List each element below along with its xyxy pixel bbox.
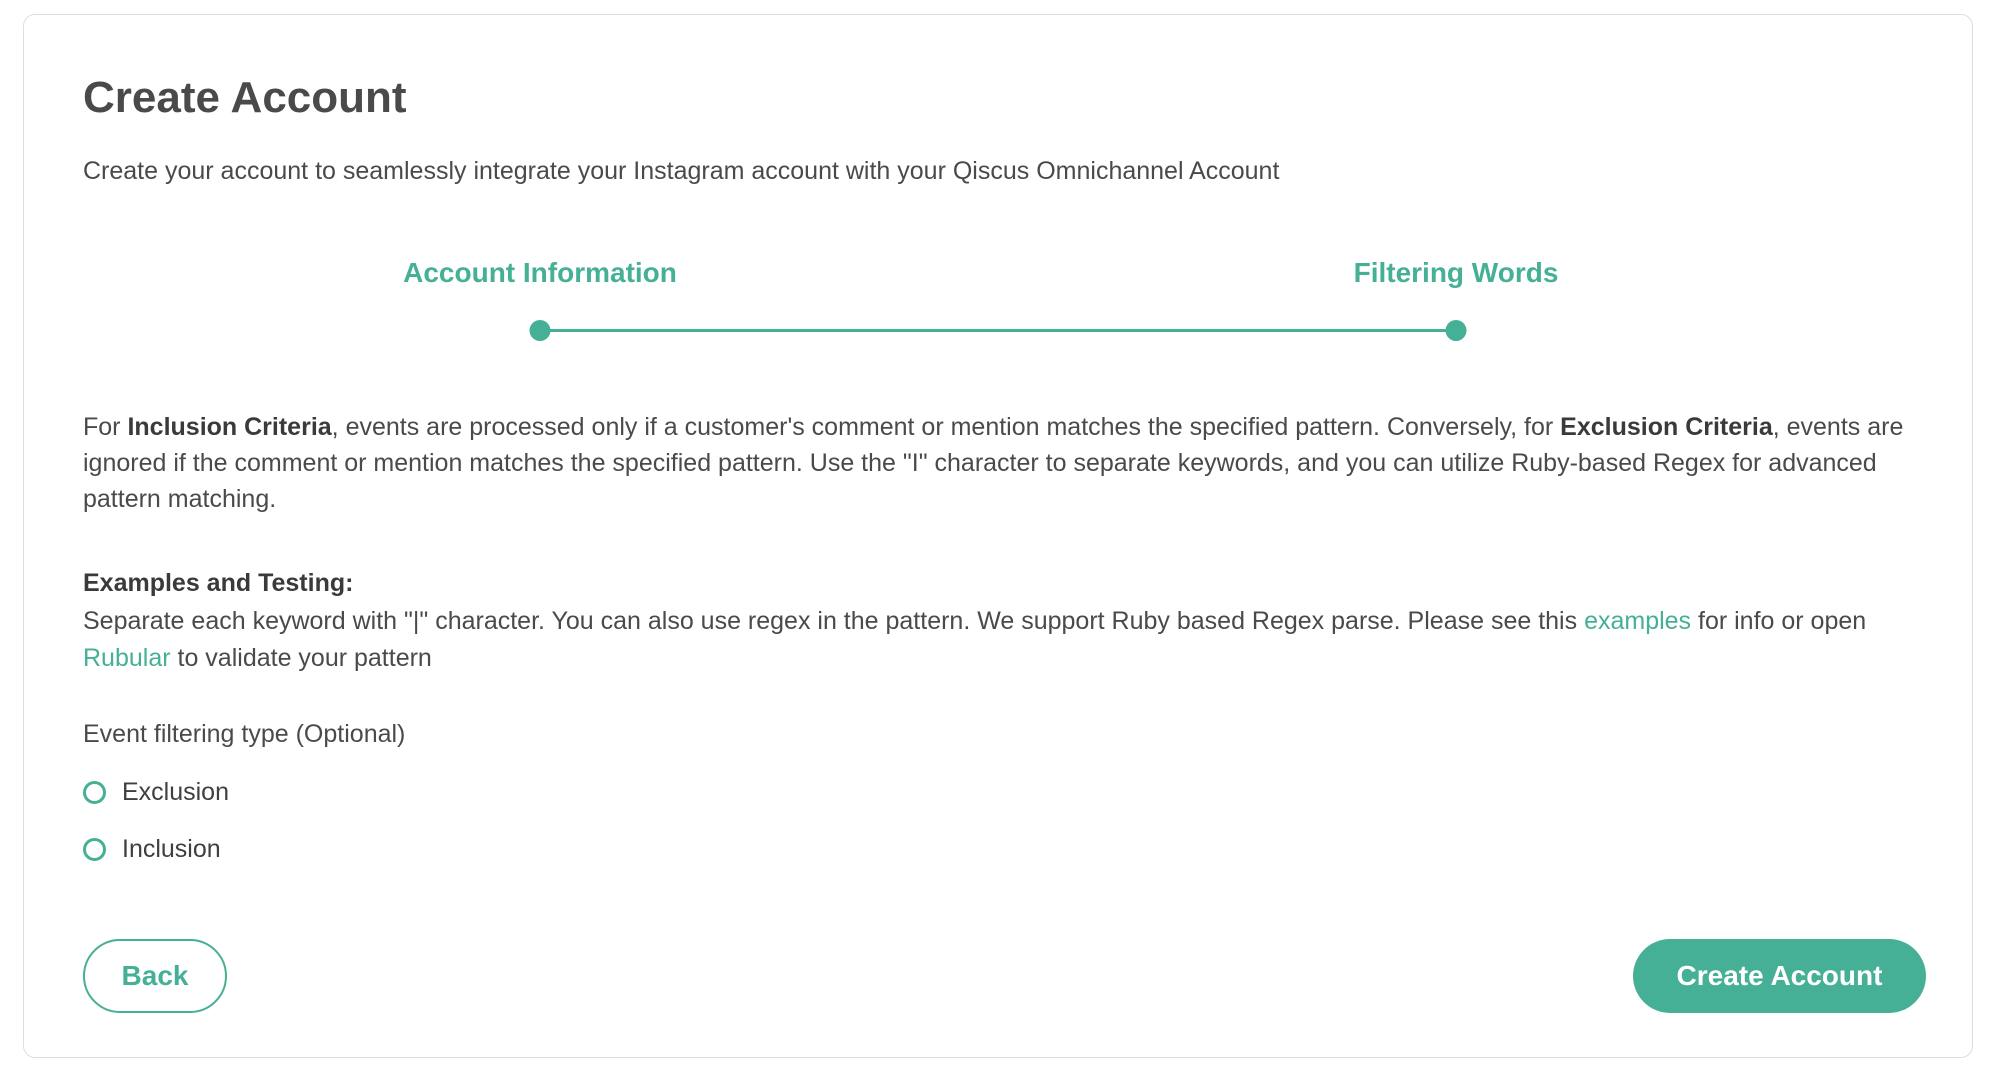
examples-text: Separate each keyword with "|" character. You can also use regex in the pattern. We support Ruby based Regex parse. Please see this bbox=[83, 607, 1585, 635]
criteria-description bbox=[83, 409, 1923, 517]
event-filtering-type-label: Event filtering type (Optional) bbox=[83, 720, 406, 748]
examples-link[interactable]: examples bbox=[1584, 607, 1692, 635]
exclusion-radio[interactable] bbox=[83, 781, 106, 804]
page-subtitle: Create your account to seamlessly integrate your Instagram account with your Qiscus Omnichannel Account bbox=[83, 157, 1280, 185]
step-dot-account-information bbox=[530, 320, 551, 341]
back-button[interactable]: Back bbox=[83, 939, 227, 1013]
examples-text: for info or open bbox=[1691, 607, 1867, 635]
radio-option-exclusion[interactable] bbox=[83, 778, 229, 807]
exclusion-radio-label[interactable]: Exclusion bbox=[122, 778, 229, 806]
examples-description bbox=[83, 603, 1923, 677]
step-dot-filtering-words bbox=[1446, 320, 1467, 341]
create-account-card bbox=[23, 14, 1973, 1058]
exclusion-criteria-term: Exclusion Criteria bbox=[1560, 413, 1773, 441]
inclusion-radio-label[interactable]: Inclusion bbox=[122, 835, 221, 863]
criteria-text: For bbox=[83, 413, 128, 441]
step-filtering-words[interactable]: Filtering Words bbox=[1353, 257, 1559, 288]
create-account-button[interactable]: Create Account bbox=[1633, 939, 1926, 1013]
page-title: Create Account bbox=[83, 73, 407, 122]
examples-text: to validate your pattern bbox=[170, 644, 432, 672]
criteria-text: , events are ignored if the comment or mention matches the specified pattern. Use the "I" character to separate keywords, and you can utilize Ruby-based Regex for advanced pattern matching. bbox=[83, 413, 1904, 513]
step-progress-line bbox=[540, 329, 1456, 332]
inclusion-radio[interactable] bbox=[83, 838, 106, 861]
rubular-link[interactable]: Rubular bbox=[83, 644, 171, 672]
inclusion-criteria-term: Inclusion Criteria bbox=[127, 413, 332, 441]
criteria-text: , events are processed only if a customer's comment or mention matches the specified pattern. Conversely, for bbox=[331, 413, 1561, 441]
step-account-information[interactable]: Account Information bbox=[403, 257, 677, 288]
examples-heading: Examples and Testing: bbox=[83, 569, 354, 597]
radio-option-inclusion[interactable] bbox=[83, 835, 221, 864]
